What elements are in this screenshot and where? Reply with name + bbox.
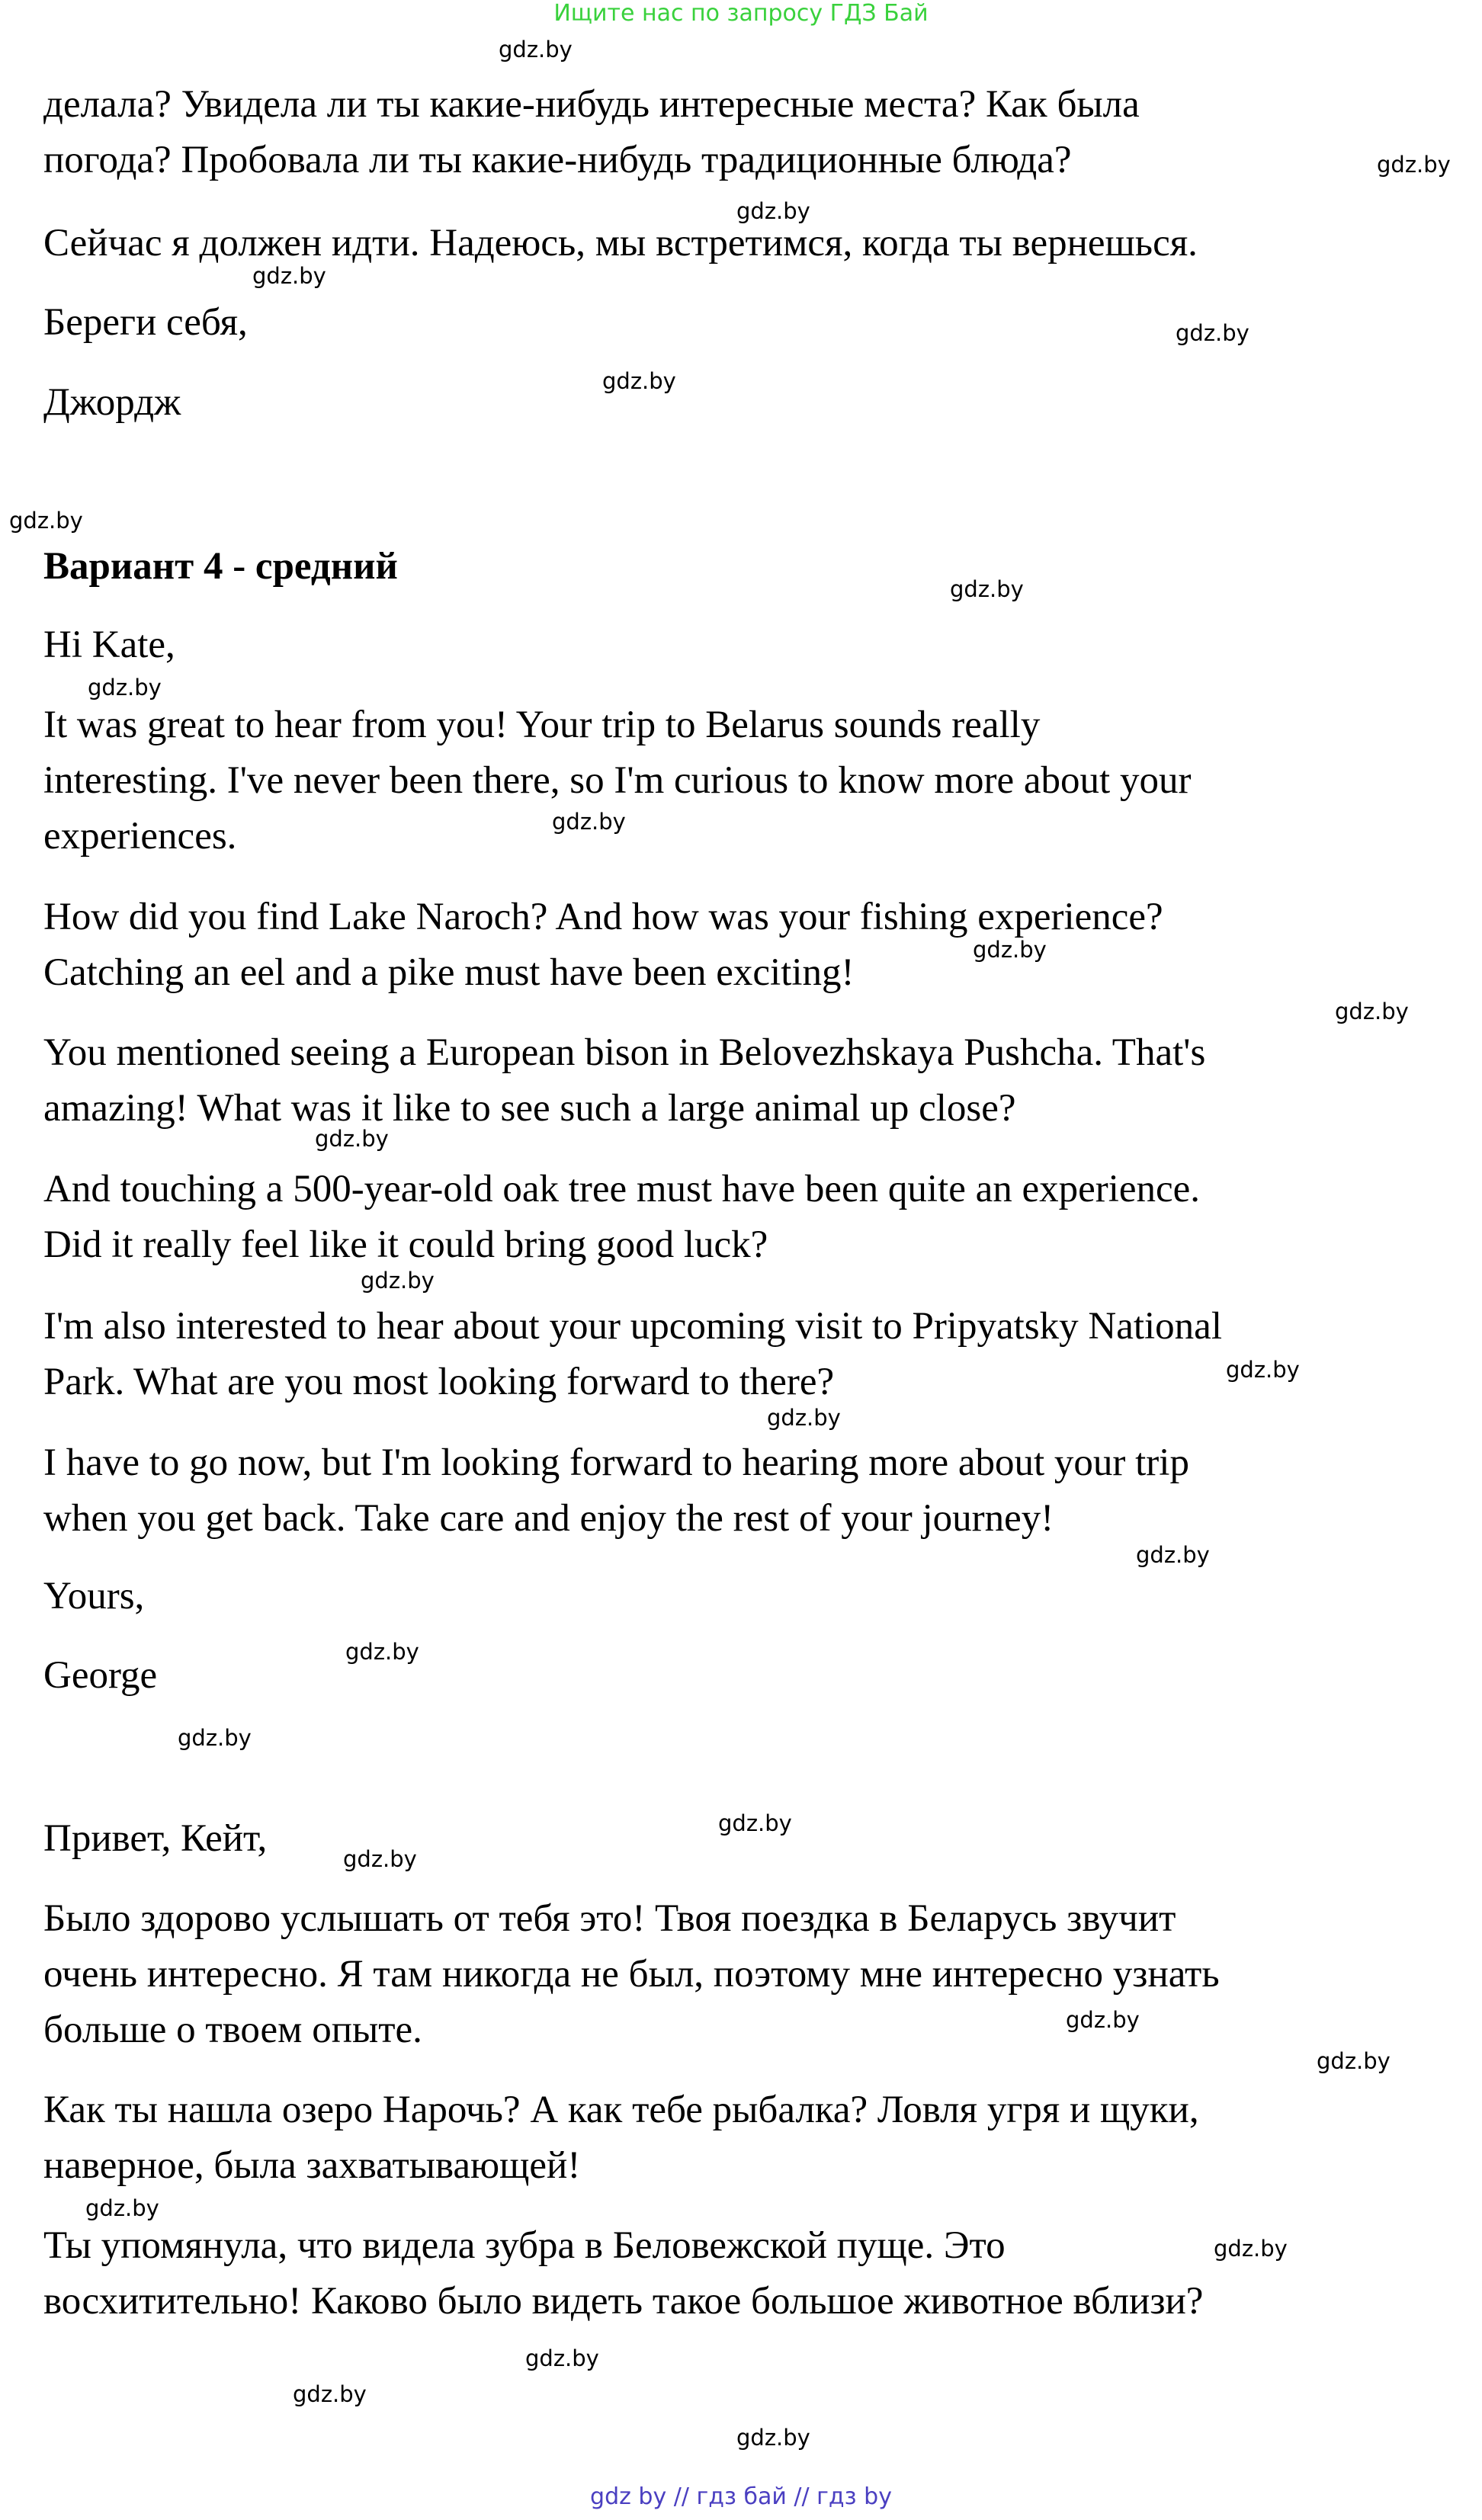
ru-end-signature: Джордж xyxy=(43,381,181,424)
watermark: gdz.by xyxy=(315,1126,389,1152)
ru-greeting: Привет, Кейт, xyxy=(43,1817,268,1860)
watermark: gdz.by xyxy=(1176,320,1249,346)
variant-heading: Вариант 4 - средний xyxy=(43,545,398,588)
ru-paragraph-1: Было здорово услышать от тебя это! Твоя поездка в Беларусь звучит очень интересно. Я там никогда не был, поэтому мне интересно узнать больше о твоем опыте. xyxy=(43,1897,1220,2051)
ru-end-closing: Береги себя, xyxy=(43,301,248,344)
top-banner: Ищите нас по запросу ГДЗ Бай xyxy=(553,0,929,27)
watermark: gdz.by xyxy=(602,368,676,394)
watermark: gdz.by xyxy=(88,675,162,701)
watermark: gdz.by xyxy=(973,937,1047,963)
en-paragraph-1: It was great to hear from you! Your trip to Belarus sounds really interesting. I've never been there, so I'm curious to know more about your experiences. xyxy=(43,704,1192,858)
watermark: gdz.by xyxy=(499,37,573,63)
watermark: gdz.by xyxy=(85,2195,159,2221)
watermark: gdz.by xyxy=(9,508,83,534)
watermark: gdz.by xyxy=(950,576,1024,602)
watermark: gdz.by xyxy=(1317,2048,1391,2074)
watermark: gdz.by xyxy=(1377,152,1451,178)
bottom-banner: gdz by // гдз бай // гдз by xyxy=(590,2483,892,2510)
ru-end-paragraph-2: Сейчас я должен идти. Надеюсь, мы встретимся, когда ты вернешься. xyxy=(43,222,1198,265)
en-paragraph-5: I'm also interested to hear about your upcoming visit to Pripyatsky National Park. What are you most looking forward to there? xyxy=(43,1305,1222,1403)
en-paragraph-2: How did you find Lake Naroch? And how was your fishing experience? Catching an eel and a pike must have been exciting! xyxy=(43,896,1163,994)
watermark: gdz.by xyxy=(1066,2007,1140,2033)
watermark: gdz.by xyxy=(718,1810,792,1836)
ru-paragraph-2: Как ты нашла озеро Нарочь? А как тебе рыбалка? Ловля угря и щуки, наверное, была захватывающей! xyxy=(43,2089,1199,2187)
watermark: gdz.by xyxy=(343,1846,417,1872)
watermark: gdz.by xyxy=(178,1725,252,1751)
en-paragraph-3: You mentioned seeing a European bison in Belovezhskaya Pushcha. That's amazing! What was it like to see such a large animal up close? xyxy=(43,1031,1206,1130)
watermark: gdz.by xyxy=(736,198,810,224)
watermark: gdz.by xyxy=(1136,1542,1210,1568)
en-signature: George xyxy=(43,1654,158,1697)
en-paragraph-6: I have to go now, but I'm looking forward to hearing more about your trip when you get back. Take care and enjoy the rest of your journey! xyxy=(43,1441,1189,1540)
watermark: gdz.by xyxy=(1335,999,1409,1024)
en-closing: Yours, xyxy=(43,1575,145,1617)
en-greeting: Hi Kate, xyxy=(43,624,175,666)
watermark: gdz.by xyxy=(767,1405,841,1431)
watermark: gdz.by xyxy=(1214,2236,1288,2262)
watermark: gdz.by xyxy=(252,263,326,289)
watermark: gdz.by xyxy=(736,2425,810,2451)
ru-end-paragraph-1: делала? Увидела ли ты какие-нибудь интересные места? Как была погода? Пробовала ли ты какие-нибудь традиционные блюда? xyxy=(43,83,1140,181)
watermark: gdz.by xyxy=(1226,1357,1300,1383)
watermark: gdz.by xyxy=(552,809,626,835)
ru-paragraph-3: Ты упомянула, что видела зубра в Беловежской пуще. Это восхитительно! Каково было видеть такое большое животное вблизи? xyxy=(43,2224,1204,2323)
watermark: gdz.by xyxy=(345,1639,419,1665)
watermark: gdz.by xyxy=(525,2345,599,2371)
watermark: gdz.by xyxy=(361,1268,435,1294)
en-paragraph-4: And touching a 500-year-old oak tree must have been quite an experience. Did it really feel like it could bring good luck? xyxy=(43,1168,1201,1266)
watermark: gdz.by xyxy=(293,2381,367,2407)
